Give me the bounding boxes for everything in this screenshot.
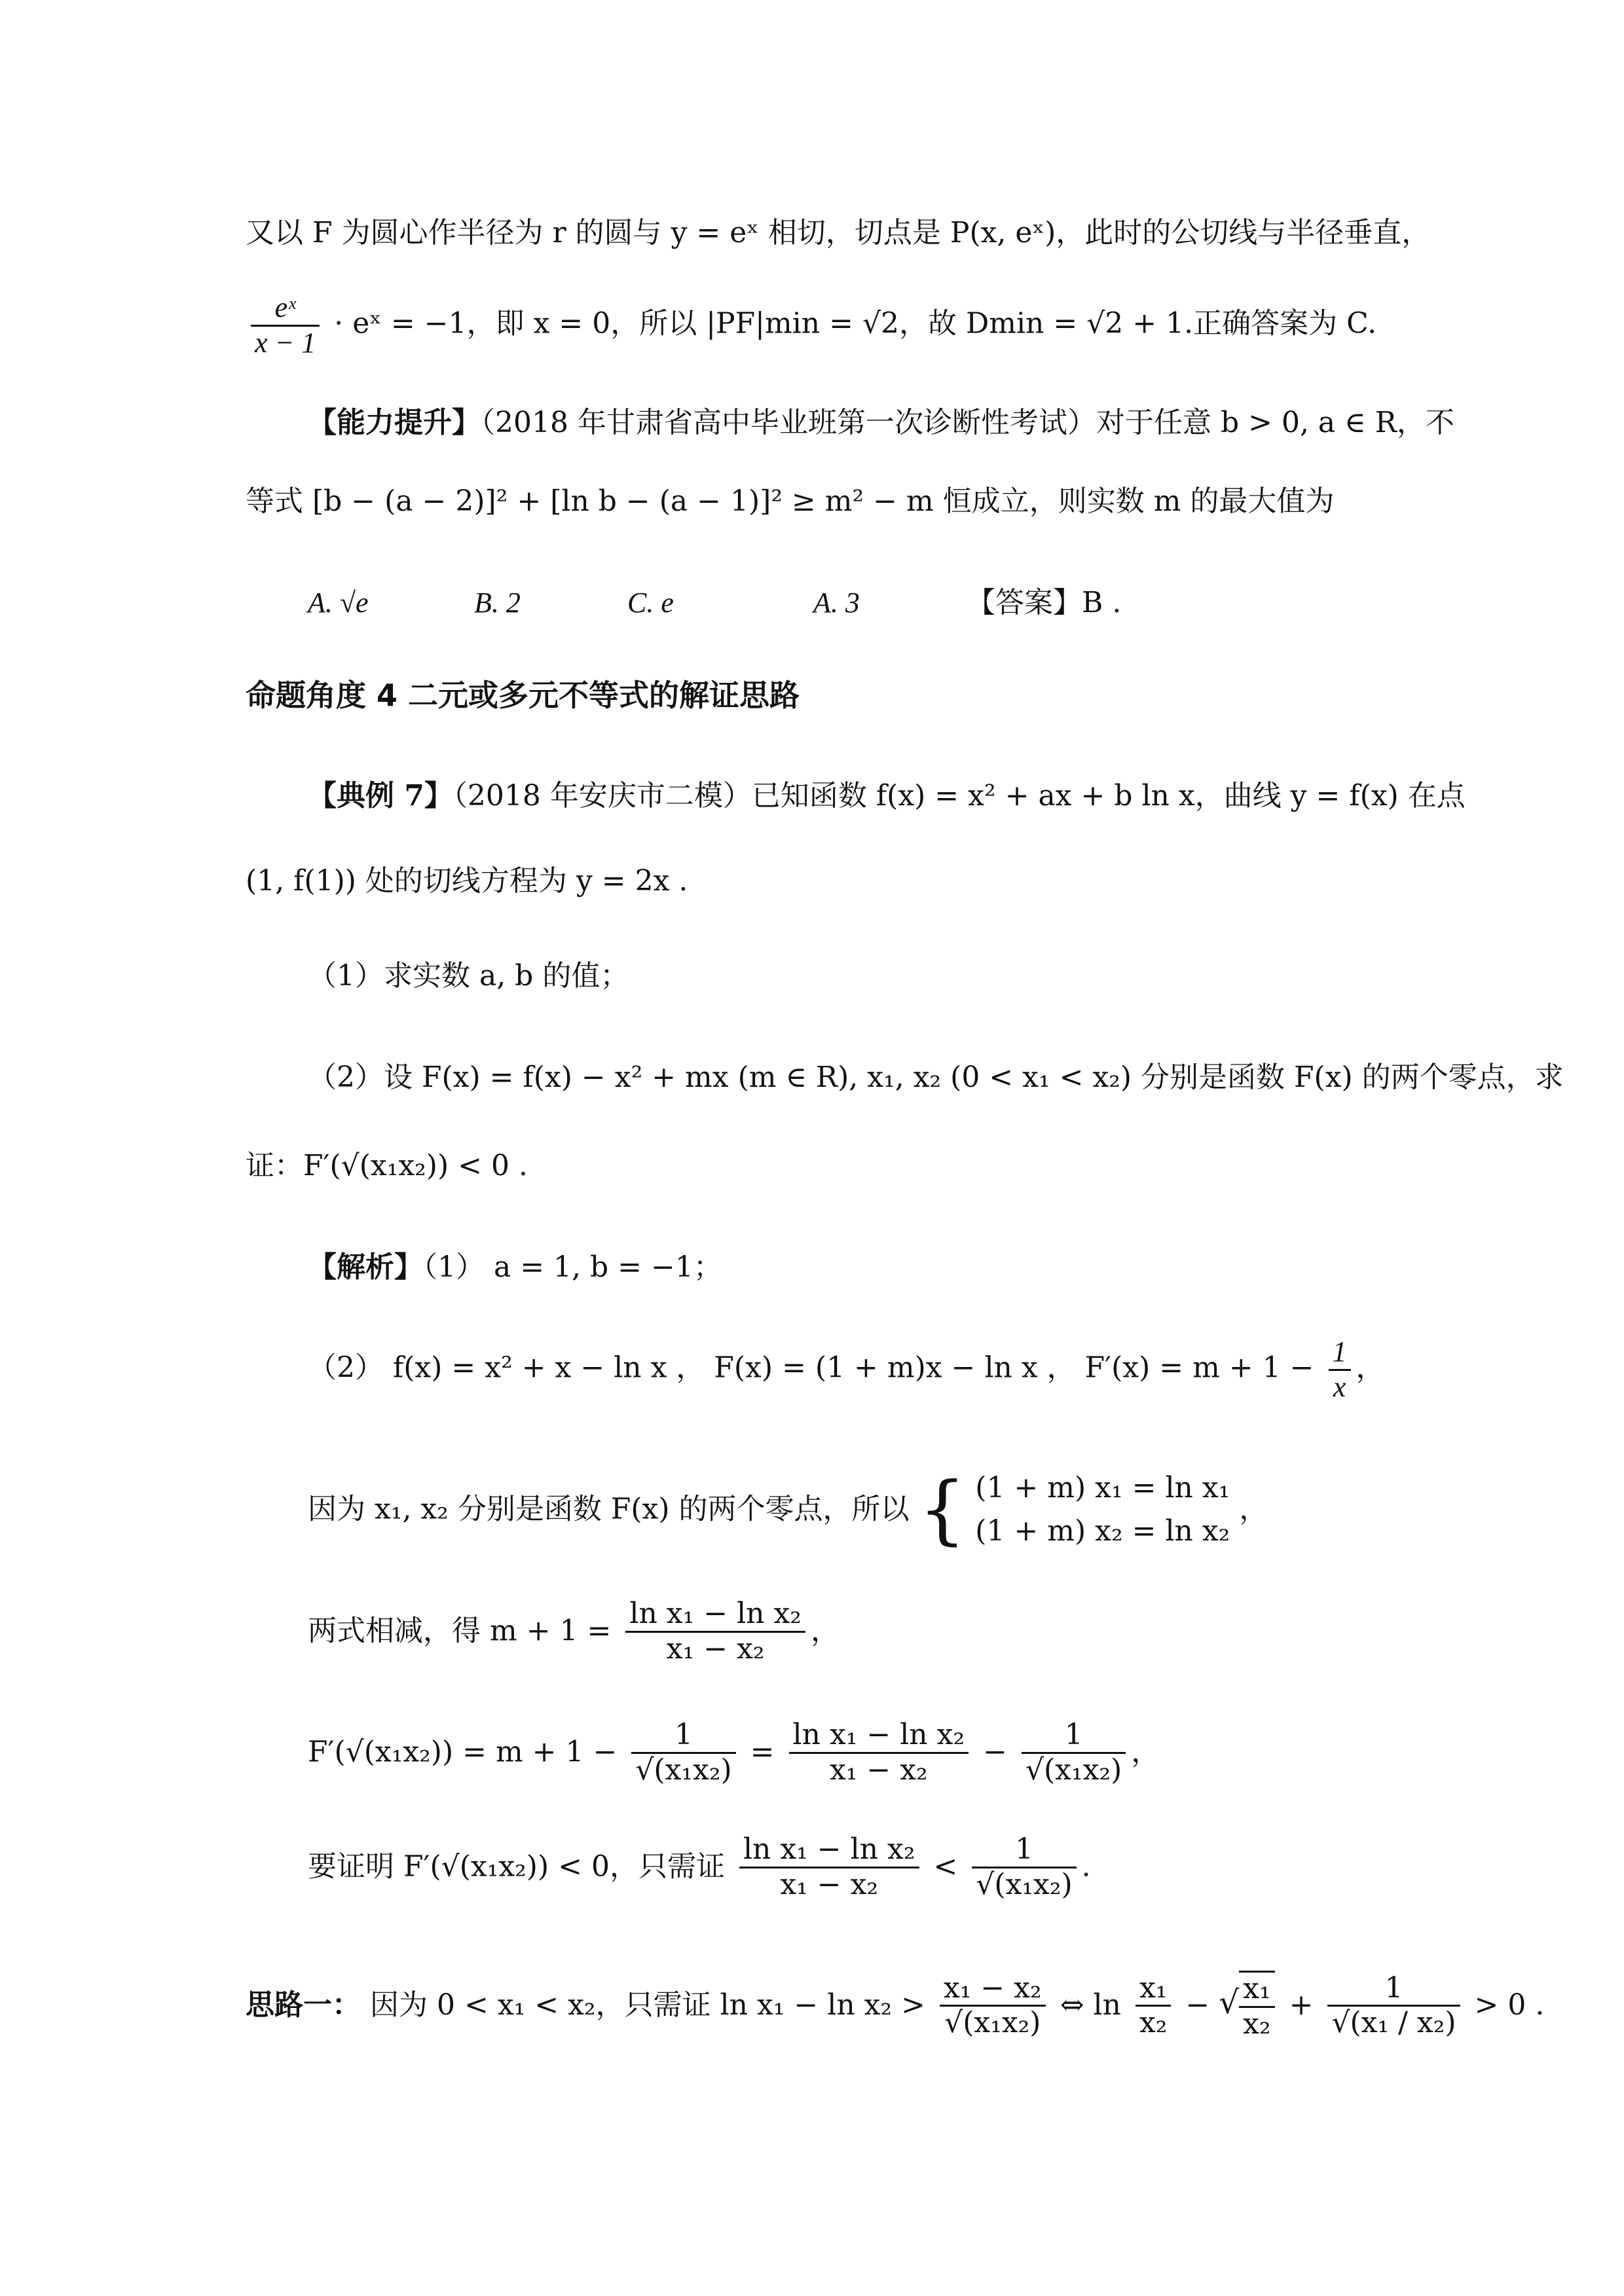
- solution-text: 因为 x₁, x₂ 分别是函数 F(x) 的两个零点，所以: [308, 1492, 910, 1526]
- solution-text: （1） a = 1, b = −1；: [423, 1250, 722, 1284]
- solution-line-2: [308, 1336, 1385, 1404]
- fraction-denominator: x₂: [1243, 2007, 1271, 2041]
- equation-2: (1 + m) x₂ = ln x₂: [975, 1514, 1230, 1548]
- fraction-numerator: eˣ: [251, 291, 320, 327]
- solution-text: （2） f(x) = x² + x − ln x ， F(x) = (1 + m)x − ln x ， F′(x) = m + 1 −: [308, 1351, 1314, 1385]
- example-text: （2018 年安庆市二模）已知函数 f(x) = x² + ax + b ln x，曲线 y = f(x) 在点: [452, 779, 1466, 812]
- fraction-numerator: ln x₁ − ln x₂: [739, 1833, 919, 1868]
- idea-label: 思路一：: [246, 1988, 361, 2022]
- section-heading: [246, 678, 800, 714]
- solution-text: 要证明 F′(√(x₁x₂)) < 0，只需证: [308, 1850, 725, 1884]
- solution-text: F′(√(x₁x₂)) = m + 1 −: [308, 1735, 618, 1769]
- example-label: 【典例 7】: [308, 779, 453, 812]
- question-2-cont: [246, 1149, 528, 1184]
- less-than-sign: <: [933, 1850, 958, 1884]
- fraction-numerator: 1: [1327, 1972, 1460, 2007]
- equation-1: (1 + m) x₁ = ln x₁: [975, 1471, 1230, 1504]
- ability-label: 【能力提升】: [308, 406, 481, 439]
- choices-row: [308, 586, 1121, 621]
- example-line-1: [308, 779, 1466, 814]
- ability-line-2: [246, 484, 1334, 519]
- fraction-ln-diff: [789, 1719, 969, 1787]
- choice-d: A. 3: [813, 587, 860, 619]
- punctuation: ，: [810, 1614, 840, 1648]
- fraction-numerator: x₁: [1239, 1973, 1274, 2008]
- solution-line-5: [308, 1719, 1160, 1787]
- fraction-ex-over-x-1: [251, 291, 320, 359]
- equivalence-ln: ⇔ ln: [1060, 1988, 1121, 2022]
- answer-text: 【答案】B .: [967, 586, 1122, 619]
- fraction-1-over-sqrt: [1022, 1719, 1126, 1787]
- text-line-1: [246, 216, 1430, 251]
- question-text: （2）设 F(x) = f(x) − x² + mx (m ∈ R), x₁, x₂ (0 < x₁ < x₂) 分别是函数 F(x) 的两个零点，求: [308, 1061, 1564, 1094]
- idea-line: [246, 1971, 1544, 2041]
- fraction-numerator: 1: [631, 1719, 735, 1754]
- inequality-text: 等式 [b − (a − 2)]² + [ln b − (a − 1)]² ≥ m² − m 恒成立，则实数 m 的最大值为: [246, 484, 1335, 518]
- sqrt-icon: √: [1219, 1984, 1240, 2022]
- question-1: [308, 959, 629, 994]
- equation-system: [975, 1467, 1230, 1553]
- fraction-numerator: x₁: [1135, 1972, 1171, 2007]
- sqrt-expression: [1219, 1972, 1280, 2041]
- heading-text: 命题角度 4 二元或多元不等式的解证思路: [246, 678, 800, 713]
- fraction-ln-diff: [625, 1597, 805, 1666]
- solution-text: 两式相减，得 m + 1 =: [308, 1614, 612, 1648]
- left-brace: {: [918, 1465, 967, 1553]
- fraction-numerator: 1: [972, 1833, 1076, 1868]
- fraction-numerator: ln x₁ − ln x₂: [789, 1719, 969, 1754]
- fraction-numerator: x₁ − x₂: [940, 1972, 1046, 2007]
- fraction-denominator: x₁ − x₂: [666, 1631, 765, 1666]
- punctuation: ，: [1239, 1492, 1268, 1526]
- fraction-denominator: √(x₁x₂): [944, 2006, 1041, 2040]
- choice-c: C. e: [627, 587, 674, 619]
- fraction-denominator: √(x₁x₂): [635, 1753, 732, 1787]
- question-2: [308, 1061, 1564, 1095]
- ability-line-1: [308, 406, 1454, 441]
- fraction-denominator: x: [1333, 1370, 1346, 1403]
- fraction-denominator: x − 1: [255, 326, 316, 359]
- fraction-x1-over-x2: [1135, 1972, 1171, 2040]
- fraction-denominator: x₂: [1139, 2006, 1168, 2040]
- paragraph-text: · eˣ = −1，即 x = 0，所以 |PF|min = √2，故 Dmin = √2 + 1.正确答案为 C.: [334, 306, 1377, 340]
- inequality-end: > 0 .: [1474, 1988, 1545, 2022]
- fraction-denominator: √(x₁ / x₂): [1331, 2006, 1456, 2040]
- fraction-1-over-sqrt-ratio: [1327, 1972, 1460, 2040]
- fraction-1-over-sqrt: [631, 1719, 735, 1787]
- fraction-1-over-x: [1329, 1336, 1351, 1404]
- question-text: （1）求实数 a, b 的值；: [308, 959, 629, 993]
- paragraph-text: 又以 F 为圆心作半径为 r 的圆与 y = eˣ 相切，切点是 P(x, eˣ)，此时的公切线与半径垂直，: [246, 216, 1431, 249]
- ability-text: （2018 年甘肃省高中毕业班第一次诊断性考试）对于任意 b > 0, a ∈ R，不: [481, 406, 1454, 439]
- fraction-numerator: 1: [1329, 1336, 1351, 1371]
- punctuation: ，: [1356, 1351, 1385, 1385]
- fraction-denominator: x₁ − x₂: [780, 1867, 879, 1901]
- plus-sign: +: [1289, 1988, 1314, 2022]
- solution-line-6: [308, 1833, 1091, 1901]
- solution-label: 【解析】: [308, 1250, 423, 1284]
- example-line-2: [246, 864, 688, 899]
- choice-b: B. 2: [474, 587, 521, 619]
- solution-line-1: [308, 1250, 722, 1285]
- fraction-ln-diff: [739, 1833, 919, 1901]
- minus-sign: −: [1185, 1988, 1210, 2022]
- fraction-1-over-sqrt: [972, 1833, 1076, 1901]
- fraction-denominator: √(x₁x₂): [976, 1867, 1073, 1901]
- fraction-numerator: ln x₁ − ln x₂: [625, 1597, 805, 1633]
- idea-text: 因为 0 < x₁ < x₂，只需证 ln x₁ − ln x₂ >: [370, 1988, 925, 2022]
- solution-line-3: [308, 1467, 1268, 1553]
- fraction-diff-over-sqrt: [940, 1972, 1046, 2040]
- punctuation: .: [1081, 1850, 1091, 1884]
- fraction-denominator: √(x₁x₂): [1025, 1753, 1122, 1787]
- fraction-numerator: 1: [1022, 1719, 1126, 1754]
- question-text: 证：F′(√(x₁x₂)) < 0 .: [246, 1149, 528, 1182]
- equals-sign: =: [750, 1735, 775, 1769]
- minus-sign: −: [983, 1735, 1007, 1769]
- choice-a: A. √e: [308, 587, 369, 619]
- example-text: (1, f(1)) 处的切线方程为 y = 2x .: [246, 864, 688, 898]
- fraction-denominator: x₁ − x₂: [829, 1753, 928, 1787]
- solution-line-4: [308, 1597, 840, 1666]
- fraction-x1-over-x2: [1239, 1971, 1274, 2041]
- text-line-2: [246, 291, 1376, 359]
- punctuation: ，: [1131, 1735, 1160, 1769]
